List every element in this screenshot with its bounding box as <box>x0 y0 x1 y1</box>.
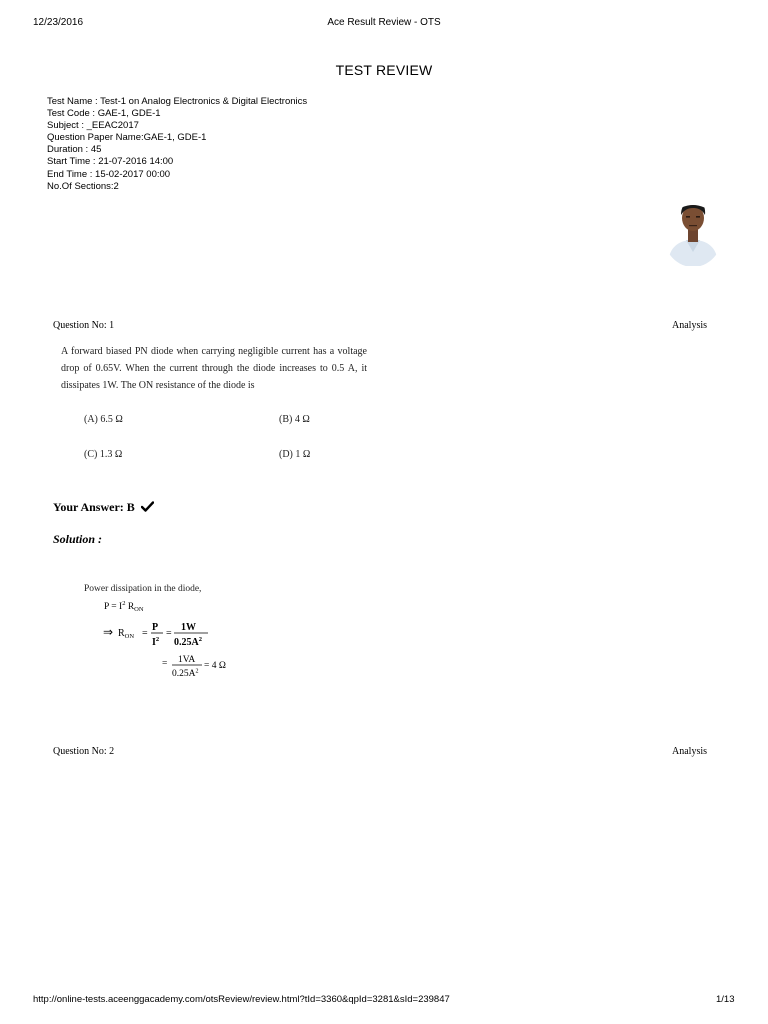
sections-count: No.Of Sections:2 <box>47 180 119 192</box>
candidate-photo <box>664 196 722 266</box>
print-date: 12/23/2016 <box>33 17 84 28</box>
option-a: (A) 6.5 Ω <box>84 414 123 425</box>
document-title: Ace Result Review - OTS <box>327 17 441 28</box>
frac1-numerator: P <box>152 622 159 633</box>
svg-text:=: = <box>162 659 168 669</box>
frac3-denominator: 0.25A <box>172 669 196 679</box>
page-title: TEST REVIEW <box>335 62 433 78</box>
analysis-link[interactable]: Analysis <box>672 320 707 331</box>
solution-intro: Power dissipation in the diode, <box>84 584 202 594</box>
implies-arrow: ⇒ <box>103 625 114 639</box>
option-d: (D) 1 Ω <box>279 449 311 460</box>
end-time: End Time : 15-02-2017 00:00 <box>47 168 171 180</box>
svg-text:P = I2 RON: $P = I^2$ $R_{ON}$ <box>104 600 144 613</box>
question-text: A forward biased PN diode when carrying negligible current has a voltage drop of 0.65V. When the current through the diode increases to 0.5 A, it dissipates 1W. The ON resistance of the diode is <box>61 346 367 391</box>
test-code: Test Code : GAE-1, GDE-1 <box>47 108 161 120</box>
eq1-lhs: P = I <box>104 602 123 612</box>
svg-text:0.25A2: $0.25A^2$ <box>172 668 199 679</box>
question-number: Question No: 1 <box>53 320 115 331</box>
solution-result: = 4 Ω <box>204 661 226 671</box>
svg-text:=: = <box>166 628 172 639</box>
frac2-numerator: 1W <box>181 622 196 633</box>
duration: Duration : 45 <box>47 144 102 156</box>
question-number: Question No: 2 <box>53 746 115 757</box>
svg-text:0.25A2: $0.25A^2$ <box>174 636 202 648</box>
your-answer <box>53 500 154 515</box>
test-name: Test Name : Test-1 on Analog Electronics & Digital Electronics <box>47 96 308 107</box>
check-icon <box>141 501 154 512</box>
svg-text:=: = <box>142 628 148 639</box>
frac2-denominator: 0.25A <box>174 637 199 648</box>
solution-label: Solution : <box>53 532 103 546</box>
frac3-numerator: 1VA <box>178 655 196 665</box>
solution-equation <box>84 596 284 686</box>
svg-text:I2: $I^2$ <box>152 636 160 648</box>
svg-text:RON: $R_{ON}$ <box>118 628 135 640</box>
frac1-denominator: I <box>152 637 156 648</box>
page-number: 1/13 <box>716 994 735 1005</box>
option-c: (C) 1.3 Ω <box>84 449 123 460</box>
analysis-link[interactable]: Analysis <box>672 746 707 757</box>
start-time: Start Time : 21-07-2016 14:00 <box>47 156 174 168</box>
question-paper-name: Question Paper Name:GAE-1, GDE-1 <box>47 132 207 144</box>
test-info <box>47 96 307 193</box>
page-url: http://online-tests.aceenggacademy.com/otsReview/review.html?tId=3360&qpId=3281&sId=239847 <box>33 994 450 1005</box>
option-b: (B) 4 Ω <box>279 414 310 425</box>
subject: Subject : _EEAC2017 <box>47 120 139 132</box>
your-answer-label: Your Answer: B <box>53 500 135 514</box>
